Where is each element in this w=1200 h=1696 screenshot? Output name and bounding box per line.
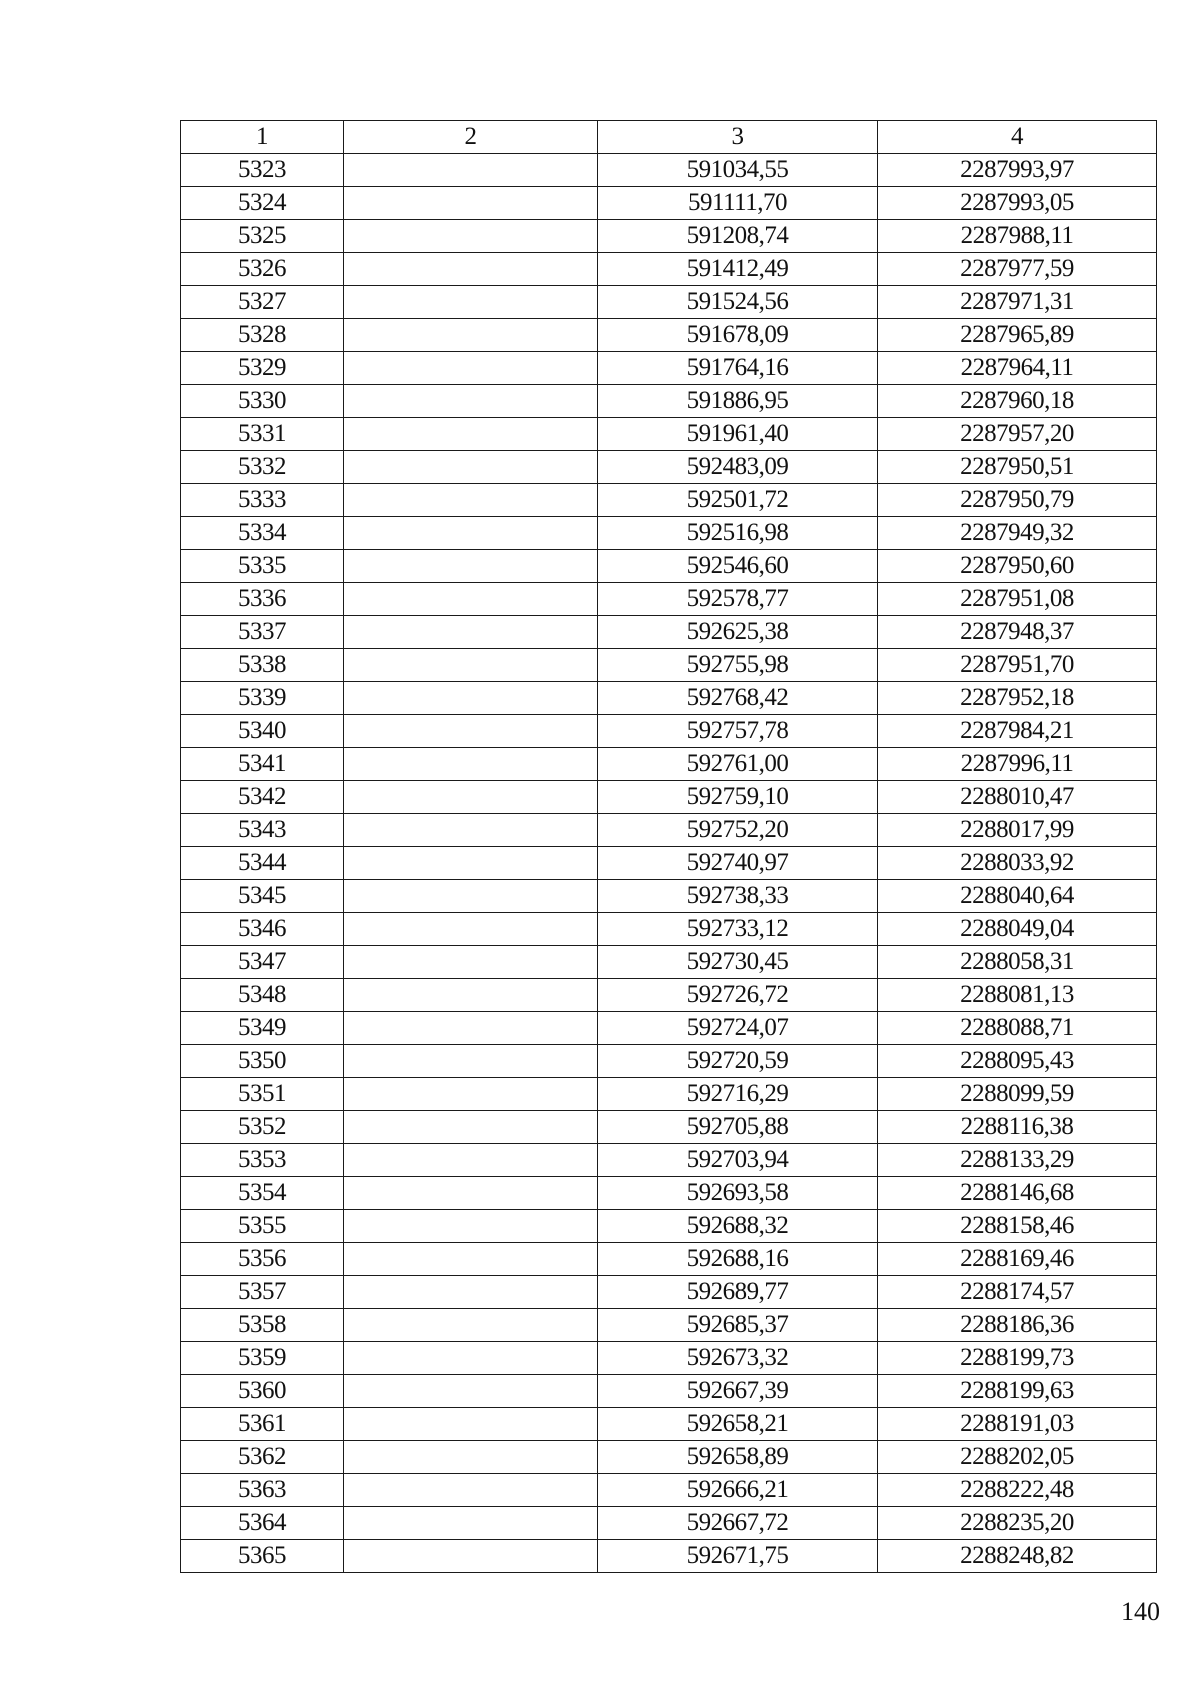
x-coordinate-cell: 592671,75 [598, 1540, 878, 1573]
empty-cell [344, 1474, 598, 1507]
empty-cell [344, 220, 598, 253]
table-row [181, 319, 1157, 352]
point-number-cell: 5358 [181, 1309, 344, 1342]
empty-cell [344, 715, 598, 748]
x-coordinate-cell: 591678,09 [598, 319, 878, 352]
empty-cell [344, 319, 598, 352]
y-coordinate-cell: 2288222,48 [878, 1474, 1157, 1507]
table-row [181, 1474, 1157, 1507]
table-row [181, 451, 1157, 484]
point-number-cell: 5326 [181, 253, 344, 286]
table-row [181, 1111, 1157, 1144]
table-row [181, 1210, 1157, 1243]
table-row [181, 1012, 1157, 1045]
point-number-cell: 5337 [181, 616, 344, 649]
y-coordinate-cell: 2287993,05 [878, 187, 1157, 220]
empty-cell [344, 1045, 598, 1078]
point-number-cell: 5350 [181, 1045, 344, 1078]
x-coordinate-cell: 591764,16 [598, 352, 878, 385]
point-number-cell: 5340 [181, 715, 344, 748]
x-coordinate-cell: 592578,77 [598, 583, 878, 616]
empty-cell [344, 1375, 598, 1408]
y-coordinate-cell: 2288099,59 [878, 1078, 1157, 1111]
y-coordinate-cell: 2287949,32 [878, 517, 1157, 550]
page-number: 140 [1121, 1597, 1160, 1626]
y-coordinate-cell: 2287952,18 [878, 682, 1157, 715]
point-number-cell: 5342 [181, 781, 344, 814]
empty-cell [344, 1210, 598, 1243]
point-number-cell: 5336 [181, 583, 344, 616]
point-number-cell: 5362 [181, 1441, 344, 1474]
point-number-cell: 5332 [181, 451, 344, 484]
point-number-cell: 5355 [181, 1210, 344, 1243]
y-coordinate-cell: 2288199,73 [878, 1342, 1157, 1375]
table-row [181, 913, 1157, 946]
y-coordinate-cell: 2288202,05 [878, 1441, 1157, 1474]
point-number-cell: 5343 [181, 814, 344, 847]
point-number-cell: 5348 [181, 979, 344, 1012]
column-header-4: 4 [878, 121, 1157, 154]
x-coordinate-cell: 591524,56 [598, 286, 878, 319]
coordinates-table [180, 120, 1157, 1573]
x-coordinate-cell: 592724,07 [598, 1012, 878, 1045]
y-coordinate-cell: 2287948,37 [878, 616, 1157, 649]
y-coordinate-cell: 2287950,51 [878, 451, 1157, 484]
x-coordinate-cell: 592759,10 [598, 781, 878, 814]
empty-cell [344, 253, 598, 286]
point-number-cell: 5359 [181, 1342, 344, 1375]
point-number-cell: 5345 [181, 880, 344, 913]
y-coordinate-cell: 2288169,46 [878, 1243, 1157, 1276]
empty-cell [344, 1309, 598, 1342]
y-coordinate-cell: 2288033,92 [878, 847, 1157, 880]
y-coordinate-cell: 2287957,20 [878, 418, 1157, 451]
point-number-cell: 5363 [181, 1474, 344, 1507]
y-coordinate-cell: 2288158,46 [878, 1210, 1157, 1243]
x-coordinate-cell: 592658,89 [598, 1441, 878, 1474]
table-row [181, 517, 1157, 550]
point-number-cell: 5351 [181, 1078, 344, 1111]
table-row [181, 1342, 1157, 1375]
x-coordinate-cell: 591412,49 [598, 253, 878, 286]
point-number-cell: 5335 [181, 550, 344, 583]
table-row [181, 1243, 1157, 1276]
point-number-cell: 5361 [181, 1408, 344, 1441]
table-row [181, 781, 1157, 814]
y-coordinate-cell: 2287971,31 [878, 286, 1157, 319]
empty-cell [344, 847, 598, 880]
empty-cell [344, 154, 598, 187]
point-number-cell: 5341 [181, 748, 344, 781]
point-number-cell: 5349 [181, 1012, 344, 1045]
y-coordinate-cell: 2288186,36 [878, 1309, 1157, 1342]
x-coordinate-cell: 592720,59 [598, 1045, 878, 1078]
y-coordinate-cell: 2288248,82 [878, 1540, 1157, 1573]
y-coordinate-cell: 2288235,20 [878, 1507, 1157, 1540]
empty-cell [344, 649, 598, 682]
point-number-cell: 5333 [181, 484, 344, 517]
y-coordinate-cell: 2288081,13 [878, 979, 1157, 1012]
point-number-cell: 5331 [181, 418, 344, 451]
y-coordinate-cell: 2288146,68 [878, 1177, 1157, 1210]
empty-cell [344, 1111, 598, 1144]
y-coordinate-cell: 2288133,29 [878, 1144, 1157, 1177]
point-number-cell: 5364 [181, 1507, 344, 1540]
point-number-cell: 5353 [181, 1144, 344, 1177]
table-row [181, 1144, 1157, 1177]
table-row [181, 616, 1157, 649]
empty-cell [344, 1144, 598, 1177]
empty-cell [344, 913, 598, 946]
point-number-cell: 5330 [181, 385, 344, 418]
table-row [181, 1276, 1157, 1309]
table-row [181, 1507, 1157, 1540]
x-coordinate-cell: 592501,72 [598, 484, 878, 517]
x-coordinate-cell: 592752,20 [598, 814, 878, 847]
x-coordinate-cell: 592516,98 [598, 517, 878, 550]
x-coordinate-cell: 591034,55 [598, 154, 878, 187]
x-coordinate-cell: 592716,29 [598, 1078, 878, 1111]
table-header-row [181, 121, 1157, 154]
empty-cell [344, 880, 598, 913]
x-coordinate-cell: 592705,88 [598, 1111, 878, 1144]
point-number-cell: 5325 [181, 220, 344, 253]
point-number-cell: 5323 [181, 154, 344, 187]
empty-cell [344, 814, 598, 847]
empty-cell [344, 187, 598, 220]
table-row [181, 1375, 1157, 1408]
x-coordinate-cell: 592768,42 [598, 682, 878, 715]
y-coordinate-cell: 2287996,11 [878, 748, 1157, 781]
point-number-cell: 5354 [181, 1177, 344, 1210]
point-number-cell: 5327 [181, 286, 344, 319]
x-coordinate-cell: 592688,16 [598, 1243, 878, 1276]
point-number-cell: 5357 [181, 1276, 344, 1309]
table-row [181, 1045, 1157, 1078]
empty-cell [344, 1078, 598, 1111]
x-coordinate-cell: 592658,21 [598, 1408, 878, 1441]
x-coordinate-cell: 592483,09 [598, 451, 878, 484]
table-row [181, 154, 1157, 187]
empty-cell [344, 1012, 598, 1045]
table-row [181, 385, 1157, 418]
table-row [181, 418, 1157, 451]
empty-cell [344, 484, 598, 517]
table-row [181, 583, 1157, 616]
table-row [181, 946, 1157, 979]
table-row [181, 1177, 1157, 1210]
y-coordinate-cell: 2287965,89 [878, 319, 1157, 352]
y-coordinate-cell: 2287951,08 [878, 583, 1157, 616]
point-number-cell: 5360 [181, 1375, 344, 1408]
table-row [181, 1540, 1157, 1573]
empty-cell [344, 616, 598, 649]
empty-cell [344, 550, 598, 583]
table-row [181, 253, 1157, 286]
x-coordinate-cell: 592667,39 [598, 1375, 878, 1408]
y-coordinate-cell: 2287951,70 [878, 649, 1157, 682]
x-coordinate-cell: 592740,97 [598, 847, 878, 880]
point-number-cell: 5324 [181, 187, 344, 220]
x-coordinate-cell: 592726,72 [598, 979, 878, 1012]
y-coordinate-cell: 2287960,18 [878, 385, 1157, 418]
table-body [181, 154, 1157, 1573]
y-coordinate-cell: 2288191,03 [878, 1408, 1157, 1441]
x-coordinate-cell: 592755,98 [598, 649, 878, 682]
point-number-cell: 5365 [181, 1540, 344, 1573]
x-coordinate-cell: 592730,45 [598, 946, 878, 979]
empty-cell [344, 385, 598, 418]
x-coordinate-cell: 591886,95 [598, 385, 878, 418]
table-row [181, 484, 1157, 517]
table-row [181, 847, 1157, 880]
y-coordinate-cell: 2288174,57 [878, 1276, 1157, 1309]
table-row [181, 814, 1157, 847]
column-header-3: 3 [598, 121, 878, 154]
x-coordinate-cell: 592625,38 [598, 616, 878, 649]
table-row [181, 715, 1157, 748]
table-row [181, 979, 1157, 1012]
x-coordinate-cell: 591111,70 [598, 187, 878, 220]
table-row [181, 1408, 1157, 1441]
point-number-cell: 5352 [181, 1111, 344, 1144]
y-coordinate-cell: 2288017,99 [878, 814, 1157, 847]
y-coordinate-cell: 2287964,11 [878, 352, 1157, 385]
x-coordinate-cell: 592693,58 [598, 1177, 878, 1210]
column-header-2: 2 [344, 121, 598, 154]
table-row [181, 352, 1157, 385]
empty-cell [344, 1342, 598, 1375]
point-number-cell: 5347 [181, 946, 344, 979]
y-coordinate-cell: 2288095,43 [878, 1045, 1157, 1078]
x-coordinate-cell: 592689,77 [598, 1276, 878, 1309]
empty-cell [344, 286, 598, 319]
empty-cell [344, 418, 598, 451]
empty-cell [344, 748, 598, 781]
x-coordinate-cell: 592546,60 [598, 550, 878, 583]
y-coordinate-cell: 2287984,21 [878, 715, 1157, 748]
y-coordinate-cell: 2287988,11 [878, 220, 1157, 253]
point-number-cell: 5339 [181, 682, 344, 715]
empty-cell [344, 1408, 598, 1441]
y-coordinate-cell: 2288058,31 [878, 946, 1157, 979]
x-coordinate-cell: 592688,32 [598, 1210, 878, 1243]
x-coordinate-cell: 592757,78 [598, 715, 878, 748]
point-number-cell: 5328 [181, 319, 344, 352]
y-coordinate-cell: 2287950,60 [878, 550, 1157, 583]
empty-cell [344, 1177, 598, 1210]
x-coordinate-cell: 592666,21 [598, 1474, 878, 1507]
x-coordinate-cell: 591961,40 [598, 418, 878, 451]
empty-cell [344, 682, 598, 715]
point-number-cell: 5346 [181, 913, 344, 946]
x-coordinate-cell: 592685,37 [598, 1309, 878, 1342]
y-coordinate-cell: 2288088,71 [878, 1012, 1157, 1045]
empty-cell [344, 1441, 598, 1474]
table-row [181, 1078, 1157, 1111]
y-coordinate-cell: 2287977,59 [878, 253, 1157, 286]
point-number-cell: 5338 [181, 649, 344, 682]
empty-cell [344, 979, 598, 1012]
y-coordinate-cell: 2288116,38 [878, 1111, 1157, 1144]
table-row [181, 286, 1157, 319]
table-row [181, 1441, 1157, 1474]
table-row [181, 682, 1157, 715]
y-coordinate-cell: 2288049,04 [878, 913, 1157, 946]
x-coordinate-cell: 592733,12 [598, 913, 878, 946]
table-row [181, 1309, 1157, 1342]
column-header-1: 1 [181, 121, 344, 154]
empty-cell [344, 1507, 598, 1540]
y-coordinate-cell: 2287950,79 [878, 484, 1157, 517]
point-number-cell: 5329 [181, 352, 344, 385]
x-coordinate-cell: 592738,33 [598, 880, 878, 913]
empty-cell [344, 1243, 598, 1276]
y-coordinate-cell: 2288010,47 [878, 781, 1157, 814]
y-coordinate-cell: 2287993,97 [878, 154, 1157, 187]
table-row [181, 220, 1157, 253]
table-row [181, 550, 1157, 583]
empty-cell [344, 781, 598, 814]
table-row [181, 187, 1157, 220]
empty-cell [344, 583, 598, 616]
empty-cell [344, 451, 598, 484]
empty-cell [344, 946, 598, 979]
y-coordinate-cell: 2288199,63 [878, 1375, 1157, 1408]
empty-cell [344, 1540, 598, 1573]
empty-cell [344, 352, 598, 385]
x-coordinate-cell: 592673,32 [598, 1342, 878, 1375]
x-coordinate-cell: 592667,72 [598, 1507, 878, 1540]
empty-cell [344, 517, 598, 550]
table-row [181, 649, 1157, 682]
x-coordinate-cell: 592761,00 [598, 748, 878, 781]
x-coordinate-cell: 591208,74 [598, 220, 878, 253]
table-row [181, 748, 1157, 781]
point-number-cell: 5356 [181, 1243, 344, 1276]
x-coordinate-cell: 592703,94 [598, 1144, 878, 1177]
table-row [181, 880, 1157, 913]
point-number-cell: 5334 [181, 517, 344, 550]
point-number-cell: 5344 [181, 847, 344, 880]
y-coordinate-cell: 2288040,64 [878, 880, 1157, 913]
empty-cell [344, 1276, 598, 1309]
